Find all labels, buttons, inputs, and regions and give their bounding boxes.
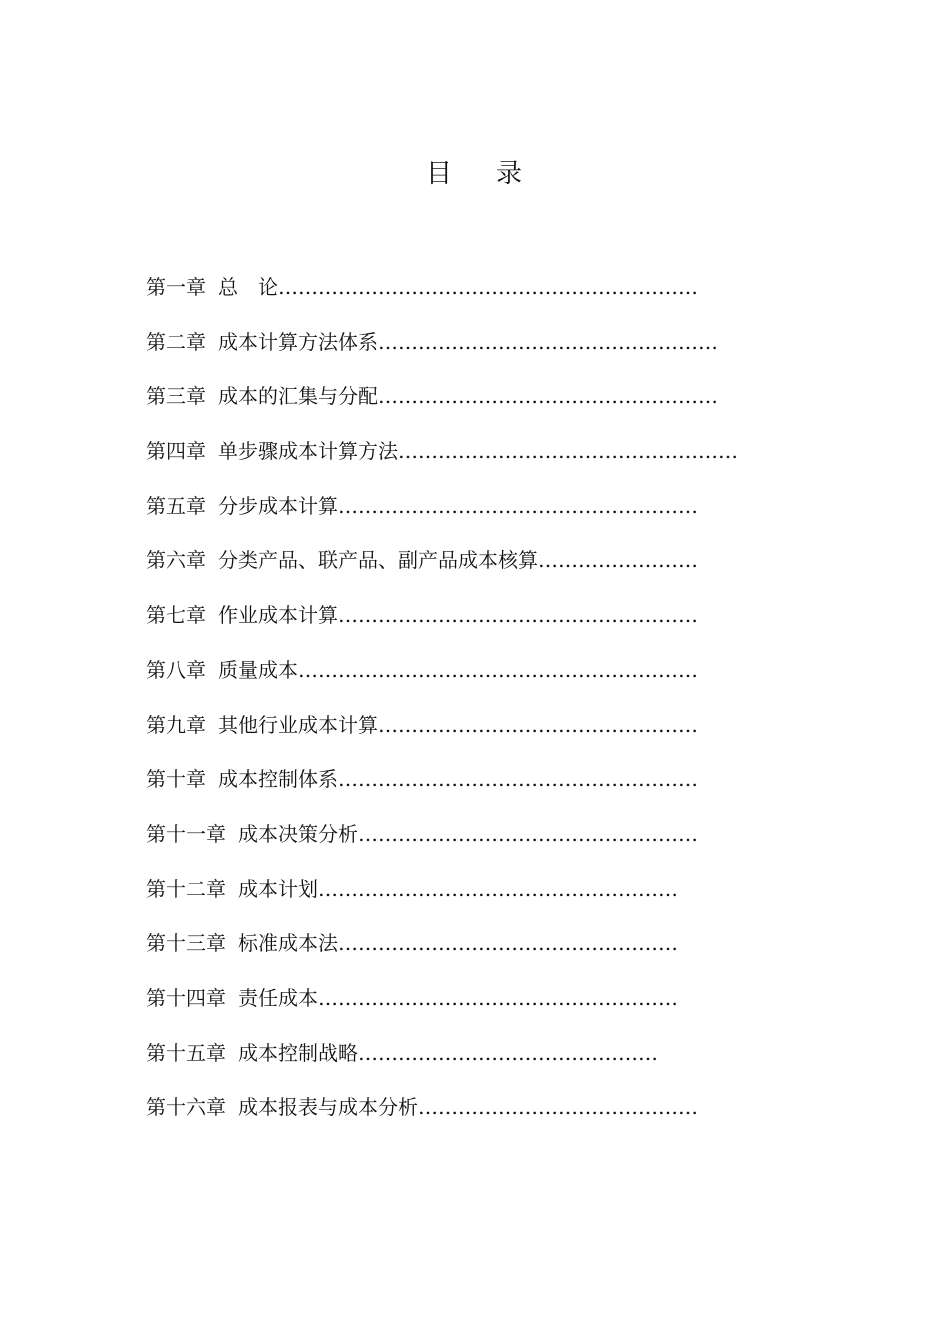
dot-leader: ……………………………………………………… <box>278 275 698 299</box>
chapter-number: 第九章 <box>146 712 206 737</box>
chapter-title: 成本决策分析 <box>238 821 358 846</box>
chapter-title: 标准成本法 <box>238 931 338 956</box>
dot-leader: …………………………………………… <box>398 439 738 464</box>
chapter-title: 分类产品、联产品、副产品成本核算 <box>218 548 538 573</box>
dot-leader: ……………………………………………… <box>338 493 698 518</box>
toc-entry-4[interactable] <box>146 432 806 487</box>
toc-entry-1[interactable] <box>146 268 806 323</box>
chapter-title: 总 论 <box>218 275 278 299</box>
toc-entry-11[interactable] <box>146 815 806 870</box>
dot-leader: ………………………………………… <box>378 712 698 737</box>
toc-entry-8[interactable] <box>146 651 806 706</box>
chapter-number: 第十三章 <box>146 931 226 956</box>
dot-leader: …………………………………………… <box>378 384 718 409</box>
dot-leader: …………………… <box>538 548 698 573</box>
chapter-title: 分步成本计算 <box>218 493 338 518</box>
chapter-title: 成本计划 <box>238 876 318 901</box>
dot-leader: ……………………………………………… <box>338 603 698 628</box>
chapter-title: 成本的汇集与分配 <box>218 384 378 409</box>
chapter-title: 成本控制体系 <box>218 767 338 792</box>
chapter-number: 第一章 <box>146 275 206 299</box>
chapter-title: 作业成本计算 <box>218 603 338 628</box>
chapter-title: 成本报表与成本分析 <box>238 1095 418 1120</box>
chapter-number: 第十六章 <box>146 1095 226 1120</box>
chapter-number: 第六章 <box>146 548 206 573</box>
dot-leader: ……………………………………………… <box>318 876 678 901</box>
table-of-contents <box>146 268 806 1143</box>
dot-leader: ……………………………………………… <box>338 767 698 792</box>
chapter-number: 第十章 <box>146 767 206 792</box>
dot-leader: ……………………………………… <box>358 1040 658 1065</box>
toc-entry-10[interactable] <box>146 760 806 815</box>
dot-leader: …………………………………… <box>418 1095 698 1120</box>
toc-entry-6[interactable] <box>146 541 806 596</box>
toc-entry-14[interactable] <box>146 979 806 1034</box>
toc-entry-16[interactable] <box>146 1088 806 1143</box>
chapter-title: 其他行业成本计算 <box>218 712 378 737</box>
chapter-number: 第三章 <box>146 384 206 409</box>
chapter-title: 责任成本 <box>238 985 318 1010</box>
dot-leader: …………………………………………… <box>378 329 718 354</box>
toc-entry-5[interactable] <box>146 487 806 542</box>
toc-entry-3[interactable] <box>146 377 806 432</box>
title-char-2: 录 <box>495 159 524 189</box>
title-char-1: 目 <box>425 159 454 189</box>
chapter-title: 单步骤成本计算方法 <box>218 439 398 464</box>
toc-entry-13[interactable] <box>146 924 806 979</box>
toc-entry-15[interactable] <box>146 1034 806 1089</box>
chapter-number: 第十二章 <box>146 876 226 901</box>
toc-entry-12[interactable] <box>146 870 806 925</box>
chapter-number: 第四章 <box>146 439 206 464</box>
toc-entry-2[interactable] <box>146 323 806 378</box>
chapter-number: 第五章 <box>146 493 206 518</box>
dot-leader: …………………………………………… <box>358 821 698 846</box>
page-title <box>0 157 950 191</box>
chapter-number: 第二章 <box>146 329 206 354</box>
chapter-number: 第十四章 <box>146 985 226 1010</box>
chapter-title: 质量成本 <box>218 657 298 682</box>
chapter-number: 第十一章 <box>146 821 226 846</box>
dot-leader: …………………………………………………… <box>298 657 698 682</box>
chapter-number: 第十五章 <box>146 1040 226 1065</box>
chapter-number: 第八章 <box>146 657 206 682</box>
chapter-number: 第七章 <box>146 603 206 628</box>
chapter-title: 成本计算方法体系 <box>218 329 378 354</box>
chapter-title: 成本控制战略 <box>238 1040 358 1065</box>
toc-entry-9[interactable] <box>146 706 806 761</box>
dot-leader: ……………………………………………… <box>318 985 678 1010</box>
toc-entry-7[interactable] <box>146 596 806 651</box>
dot-leader: …………………………………………… <box>338 931 678 956</box>
